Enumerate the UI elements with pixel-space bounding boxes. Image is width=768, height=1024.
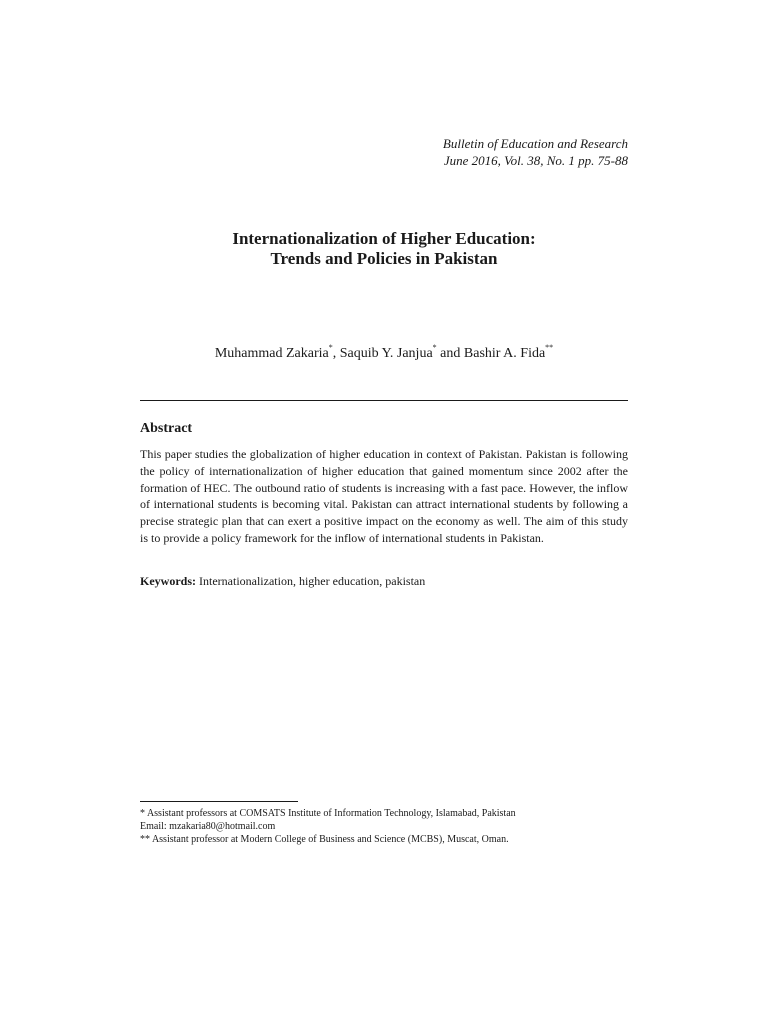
author-separator: and xyxy=(436,346,464,361)
abstract-heading: Abstract xyxy=(140,421,193,436)
paper-title-line2: Trends and Policies in Pakistan xyxy=(270,249,498,268)
affiliation-mark: * xyxy=(432,343,437,352)
footnotes xyxy=(140,807,640,846)
keywords xyxy=(140,573,628,589)
author-name: Bashir A. Fida xyxy=(463,346,546,361)
affiliation-mark: * xyxy=(328,343,333,352)
footnote-affiliation-2: ** Assistant professor at Modern College of Business and Science (MCBS), Muscat, Oman. xyxy=(140,834,509,845)
author-list xyxy=(0,345,768,363)
affiliation-mark: ** xyxy=(545,343,554,352)
footnote-email: Email: mzakaria80@hotmail.com xyxy=(140,821,276,832)
section-divider xyxy=(140,400,628,401)
author-name: Muhammad Zakaria xyxy=(214,346,329,361)
footnote-divider xyxy=(140,801,298,802)
keywords-label: Keywords: xyxy=(140,574,196,588)
journal-citation xyxy=(443,135,628,169)
journal-name: Bulletin of Education and Research xyxy=(442,136,628,151)
author-name: Saquib Y. Janjua xyxy=(339,346,433,361)
paper-title-line1: Internationalization of Higher Education: xyxy=(232,229,536,248)
keywords-text: Internationalization, higher education, pakistan xyxy=(196,574,426,588)
abstract-body: This paper studies the globalization of higher education in context of Pakistan. Pakistan is following the policy of internationalization of higher education that gained momentum since 2002 after the formation of HEC. The outbound ratio of students is increasing with a fast pace. However, the inflow of international students is becoming vital. Pakistan can attract international students by following a precise strategic plan that can exert a positive impact on the economy as well. The aim of this study is to provide a policy framework for the inflow of international students in Pakistan. xyxy=(140,447,628,545)
journal-issue: June 2016, Vol. 38, No. 1 pp. 75-88 xyxy=(443,153,628,168)
author-separator: , xyxy=(332,346,340,361)
paper-title xyxy=(0,229,768,269)
footnote-affiliation-1: * Assistant professors at COMSATS Institute of Information Technology, Islamabad, Pakistan xyxy=(140,808,516,819)
